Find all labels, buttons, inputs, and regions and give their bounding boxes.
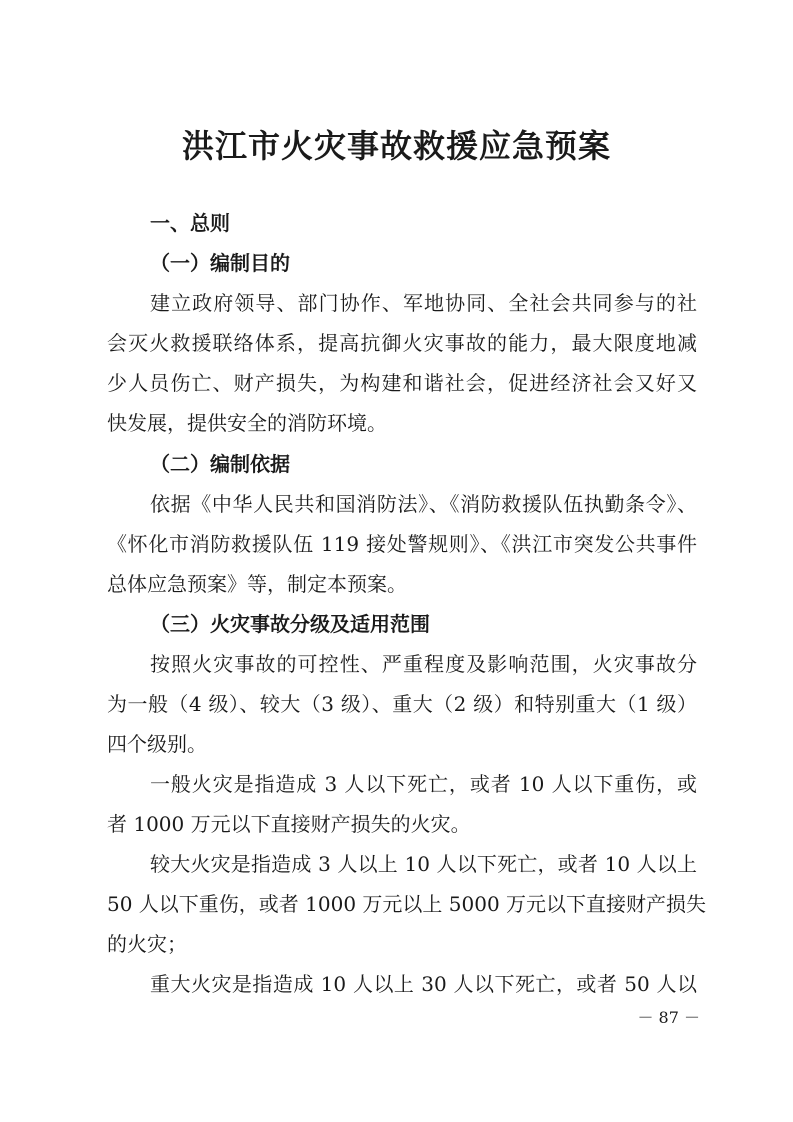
paragraph-line: 50 人以下重伤，或者 1000 万元以上 5000 万元以下直接财产损失 bbox=[107, 892, 707, 916]
paragraph-line: 少人员伤亡、财产损失，为构建和谐社会，促进经济社会又好又 bbox=[107, 371, 697, 395]
paragraph-line: 按照火灾事故的可控性、严重程度及影响范围，火灾事故分 bbox=[150, 652, 697, 676]
page-number: － 87 － bbox=[637, 1008, 700, 1027]
paragraph-line: 一般火灾是指造成 3 人以下死亡，或者 10 人以下重伤，或 bbox=[150, 772, 697, 796]
paragraph-line: 的火灾； bbox=[107, 932, 187, 956]
paragraph-line: 者 1000 万元以下直接财产损失的火灾。 bbox=[107, 812, 471, 836]
paragraph-line: 较大火灾是指造成 3 人以上 10 人以下死亡，或者 10 人以上 bbox=[150, 852, 697, 876]
paragraph-line: 重大火灾是指造成 10 人以上 30 人以下死亡，或者 50 人以 bbox=[150, 972, 697, 996]
paragraph-line: 会灭火救援联络体系，提高抗御火灾事故的能力，最大限度地减 bbox=[107, 331, 697, 355]
section-heading-general: 一、总则 bbox=[150, 211, 230, 235]
subsection-heading-basis: （二）编制依据 bbox=[150, 452, 290, 476]
subsection-heading-purpose: （一）编制目的 bbox=[150, 251, 290, 275]
paragraph-line: 快发展，提供安全的消防环境。 bbox=[107, 411, 387, 435]
paragraph-line: 建立政府领导、部门协作、军地协同、全社会共同参与的社 bbox=[150, 291, 697, 315]
paragraph-line: 四个级别。 bbox=[107, 732, 207, 756]
paragraph-line: 《怀化市消防救援队伍 119 接处警规则》、《洪江市突发公共事件 bbox=[107, 532, 697, 556]
document-title: 洪江市火灾事故救援应急预案 bbox=[181, 127, 611, 165]
paragraph-line: 总体应急预案》等，制定本预案。 bbox=[107, 572, 407, 596]
paragraph-line: 为一般（4 级）、较大（3 级）、重大（2 级）和特别重大（1 级） bbox=[107, 692, 697, 716]
subsection-heading-classification: （三）火灾事故分级及适用范围 bbox=[150, 612, 430, 636]
paragraph-line: 依据《中华人民共和国消防法》、《消防救援队伍执勤条令》、 bbox=[150, 492, 697, 516]
